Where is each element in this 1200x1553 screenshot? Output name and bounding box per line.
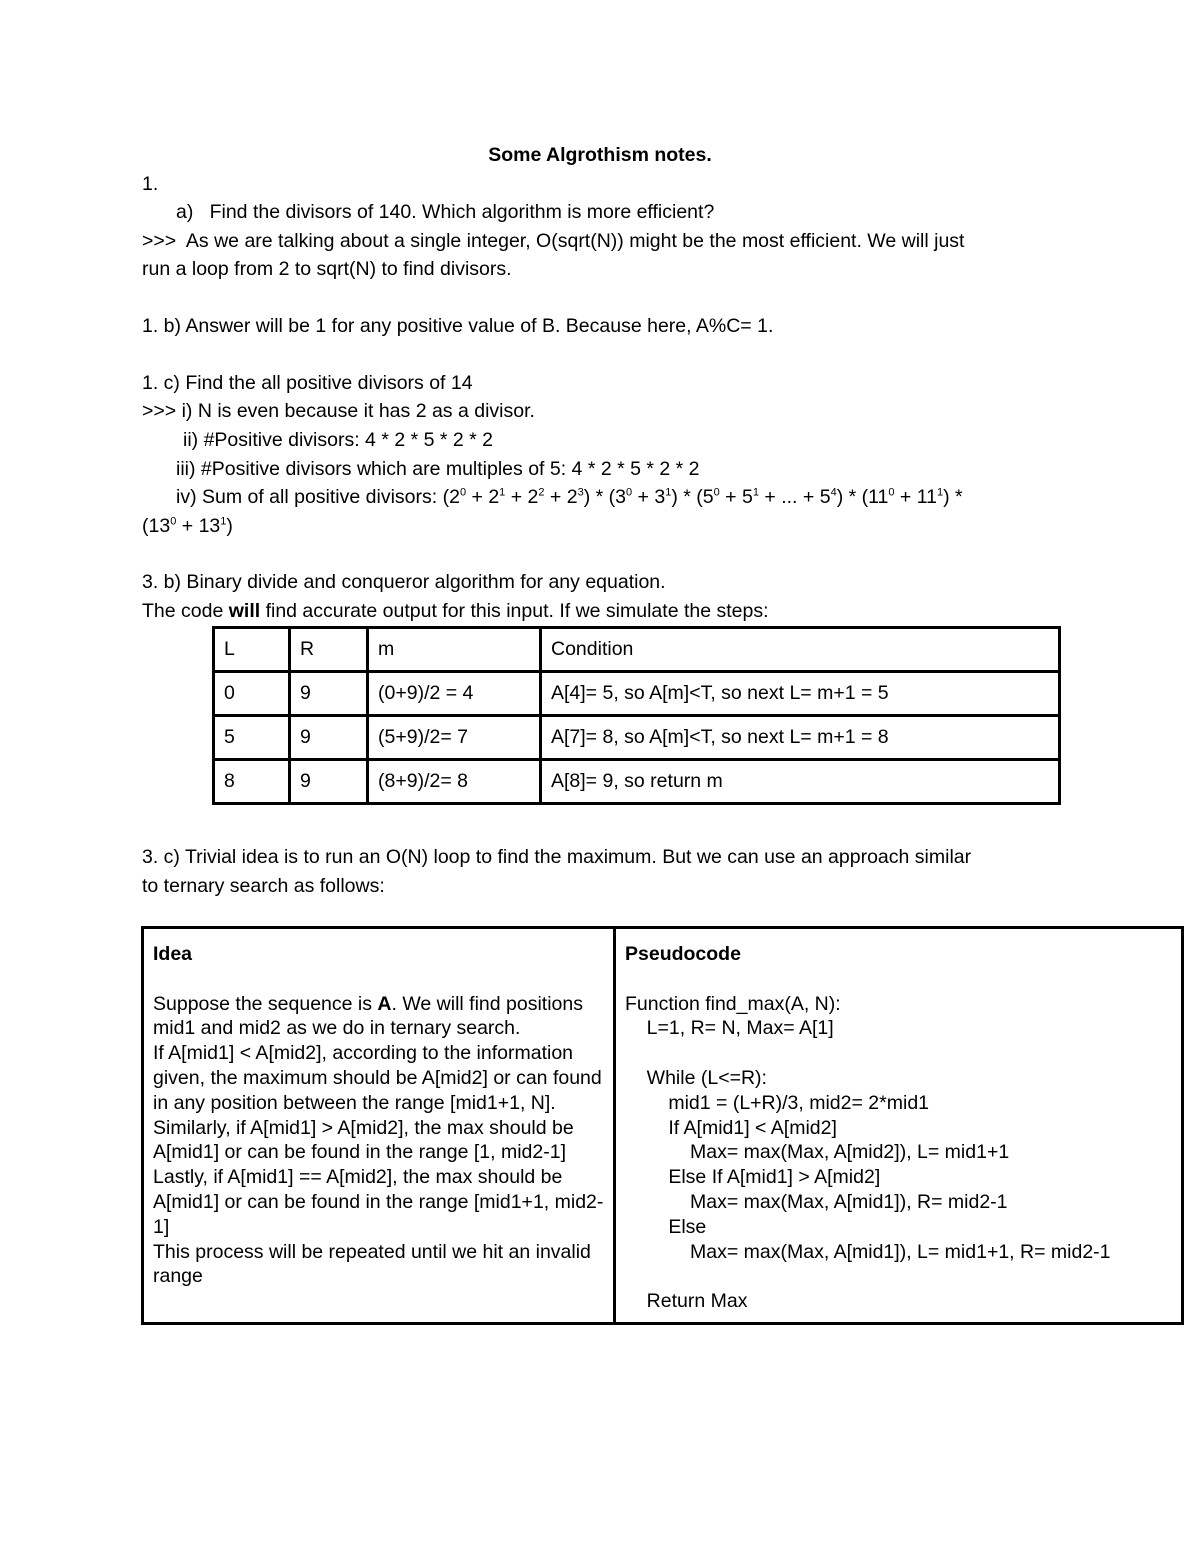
spacer [625, 967, 1172, 992]
question-3b-heading: 3. b) Binary divide and conqueror algorithm for any equation. [142, 571, 666, 593]
table-row [143, 928, 1183, 1324]
question-3c-line-1: 3. c) Trivial idea is to run an O(N) loop to find the maximum. But we can use an approach similar [142, 846, 972, 868]
pseudocode-line: Return Max [625, 1290, 748, 1313]
pseudocode-line: Max= max(Max, A[mid1]), R= mid2-1 [625, 1190, 1008, 1213]
pseudocode-line: While (L<=R): [625, 1066, 767, 1089]
answer-1a-line-1: >>> As we are talking about a single integer, O(sqrt(N)) might be the most efficient. We will just [142, 230, 965, 252]
pseudocode-line: Function find_max(A, N): [625, 992, 841, 1015]
answer-1a-line-2: run a loop from 2 to sqrt(N) to find divisors. [142, 258, 512, 280]
pseudocode-line: L=1, R= N, Max= A[1] [625, 1017, 834, 1040]
question-3c-line-2: to ternary search as follows: [142, 875, 385, 897]
table-cell: A[7]= 8, so A[m]<T, so next L= m+1 = 8 [541, 716, 1060, 760]
answer-1c-iv-line-1: iv) Sum of all positive divisors: $(2^0 + 2^1 + 2^2 + 2^3) * (3^0 + 3^1) * (5^0 + 5^1$ + ... + $5^4) * (11^0 + 11^1)$ * [176, 486, 963, 508]
table-cell: 9 [290, 716, 368, 760]
table-row [214, 716, 1060, 760]
pseudocode-line: Max= max(Max, A[mid2]), L= mid1+1 [625, 1141, 1010, 1164]
table-row [214, 760, 1060, 804]
answer-1b: 1. b) Answer will be 1 for any positive value of B. Because here, A%C= 1. [142, 315, 774, 337]
pseudocode-cell [615, 928, 1183, 1324]
table-cell: (8+9)/2= 8 [368, 760, 541, 804]
pseudocode-line: If A[mid1] < A[mid2] [625, 1116, 837, 1139]
answer-1c-i: >>> i) N is even because it has 2 as a divisor. [142, 400, 535, 422]
table-row [214, 672, 1060, 716]
idea-paragraph-5: This process will be repeated until we hit an invalid range [153, 1240, 597, 1288]
question-3b-intro: The code will find accurate output for this input. If we simulate the steps: [142, 600, 769, 622]
spacer [153, 967, 604, 992]
table-header-row [214, 628, 1060, 672]
table-cell: 9 [290, 672, 368, 716]
pseudocode-header: Pseudocode [625, 943, 741, 965]
answer-1c-iii: iii) #Positive divisors which are multiples of 5: 4 * 2 * 5 * 2 * 2 [176, 458, 700, 480]
idea-paragraph-1: Suppose the sequence is A. We will find positions mid1 and mid2 as we do in ternary search. [153, 992, 589, 1040]
pseudocode-line: mid1 = (L+R)/3, mid2= 2*mid1 [625, 1091, 930, 1114]
table-cell: (5+9)/2= 7 [368, 716, 541, 760]
table-cell: 0 [214, 672, 290, 716]
pseudocode-line: Max= max(Max, A[mid1]), L= mid1+1, R= mid2-1 [625, 1240, 1111, 1263]
header-cell: Condition [541, 628, 1060, 672]
pseudocode-line: Else If A[mid1] > A[mid2] [625, 1166, 881, 1189]
header-cell: L [214, 628, 290, 672]
pseudocode-line [625, 1041, 1172, 1066]
idea-paragraph-3: Similarly, if A[mid1] > A[mid2], the max should be A[mid1] or can be found in the range [1, mid2-1] [153, 1116, 579, 1164]
page-title: Some Algrothism notes. [488, 144, 712, 166]
table-cell: (0+9)/2 = 4 [368, 672, 541, 716]
answer-1c-iv-line-2: $(13^0 + 13^1)$ [142, 515, 233, 537]
table-cell: 9 [290, 760, 368, 804]
binary-search-steps-table [212, 626, 1061, 805]
answer-1c-ii: ii) #Positive divisors: 4 * 2 * 5 * 2 * 2 [183, 429, 493, 451]
idea-paragraph-2: If A[mid1] < A[mid2], according to the information given, the maximum should be A[mid2] or can found in any position between the range [mid1+1, N]. [153, 1042, 608, 1114]
idea-pseudocode-table [141, 926, 1184, 1325]
table-cell: 5 [214, 716, 290, 760]
question-1c: 1. c) Find the all positive divisors of 14 [142, 372, 473, 394]
idea-cell [143, 928, 615, 1324]
question-1-number: 1. [142, 173, 159, 195]
header-cell: R [290, 628, 368, 672]
pseudocode-line: Else [625, 1215, 707, 1238]
pseudocode-lines [625, 992, 1172, 1314]
pseudocode-line [625, 1264, 1172, 1289]
idea-paragraph-4: Lastly, if A[mid1] == A[mid2], the max should be A[mid1] or can be found in the range [mid1+1, mid2-1] [153, 1166, 604, 1238]
table-cell: A[4]= 5, so A[m]<T, so next L= m+1 = 5 [541, 672, 1060, 716]
header-cell: m [368, 628, 541, 672]
table-cell: 8 [214, 760, 290, 804]
question-1a: a) Find the divisors of 140. Which algorithm is more efficient? [176, 201, 715, 223]
table-cell: A[8]= 9, so return m [541, 760, 1060, 804]
idea-header: Idea [153, 943, 193, 965]
